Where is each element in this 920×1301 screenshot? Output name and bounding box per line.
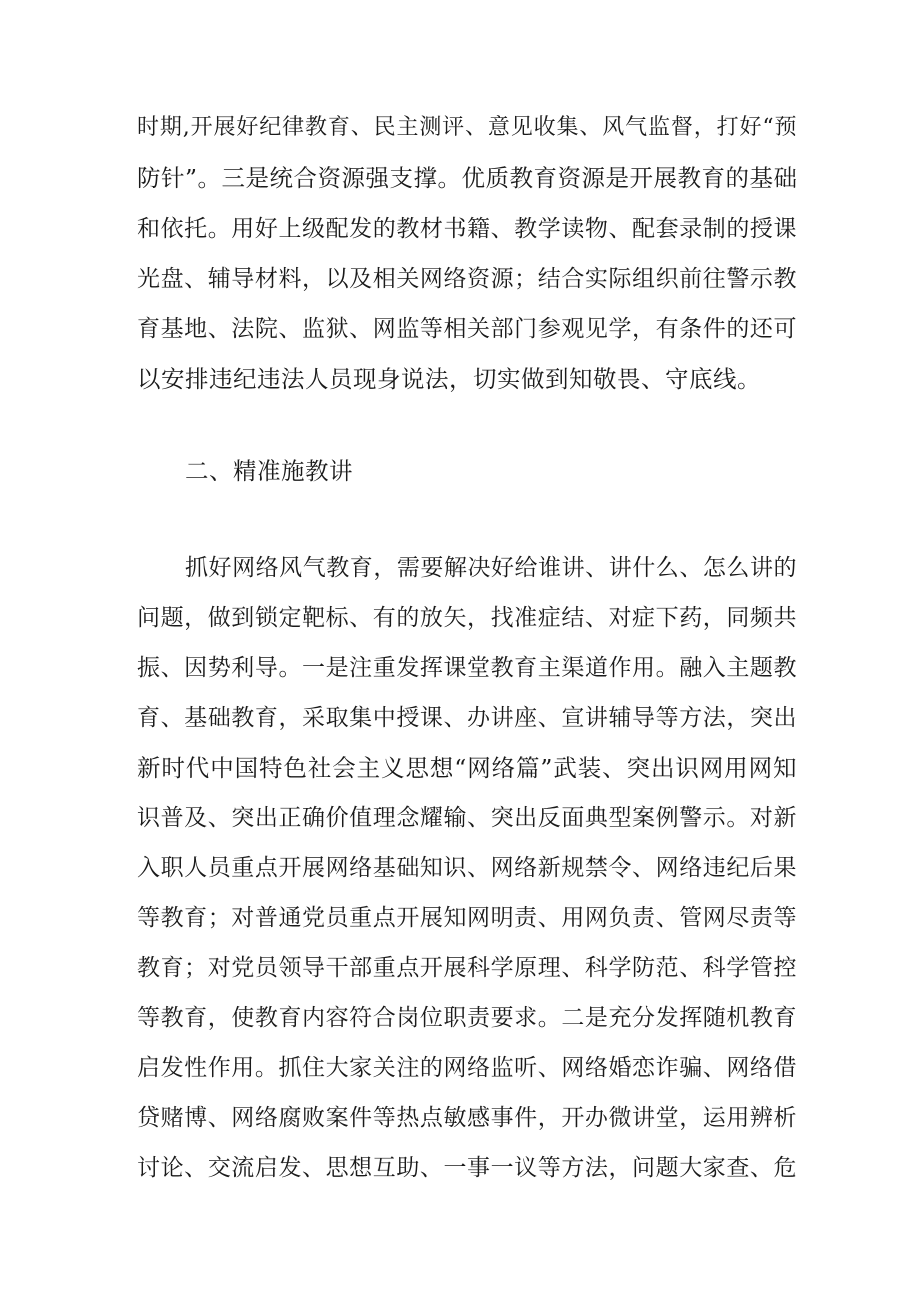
paragraph-line: 育基地、法院、监狱、网监等相关部门参观见学，有条件的还可 bbox=[137, 316, 797, 342]
paragraph-line: 等教育；对普通党员重点开展知网明责、用网负责、管网尽责等 bbox=[137, 905, 797, 931]
paragraph-line: 等教育，使教育内容符合岗位职责要求。二是充分发挥随机教育 bbox=[137, 1005, 797, 1031]
paragraph-line: 讨论、交流启发、思想互助、一事一议等方法，问题大家查、危 bbox=[137, 1155, 797, 1181]
paragraph-line: 抓好网络风气教育，需要解决好给谁讲、讲什么、怎么讲的 bbox=[185, 555, 797, 581]
paragraph-line: 防针”。三是统合资源强支撑。优质教育资源是开展教育的基础 bbox=[137, 164, 798, 192]
paragraph-line: 和依托。用好上级配发的教材书籍、教学读物、配套录制的授课 bbox=[137, 216, 797, 242]
paragraph-line: 振、因势利导。一是注重发挥课堂教育主渠道作用。融入主题教 bbox=[137, 655, 797, 681]
paragraph-line: 时期,开展好纪律教育、民主测评、意见收集、风气监督，打好“预 bbox=[137, 115, 797, 140]
section-heading: 二、精准施教讲 bbox=[185, 457, 353, 485]
paragraph-line: 识普及、突出正确价值理念耀输、突出反面典型案例警示。对新 bbox=[137, 805, 797, 831]
paragraph-line: 光盘、辅导材料，以及相关网络资源；结合实际组织前往警示教 bbox=[137, 266, 797, 292]
paragraph-line: 育、基础教育，采取集中授课、办讲座、宣讲辅导等方法，突出 bbox=[137, 705, 797, 731]
paragraph-line: 新时代中国特色社会主义思想“网络篇”武装、突出识网用网知 bbox=[137, 754, 797, 782]
paragraph-line: 入职人员重点开展网络基础知识、网络新规禁令、网络违纪后果 bbox=[137, 855, 797, 881]
paragraph-line: 问题，做到锁定靶标、有的放矢，找准症结、对症下药，同频共 bbox=[137, 605, 797, 631]
paragraph-line: 以安排违纪违法人员现身说法，切实做到知敬畏、守底线。 bbox=[137, 365, 761, 393]
paragraph-line: 启发性作用。抓住大家关注的网络监听、网络婚恋诈骗、网络借 bbox=[137, 1055, 797, 1081]
paragraph-line: 贷赌博、网络腐败案件等热点敏感事件，开办微讲堂，运用辨析 bbox=[137, 1105, 797, 1131]
paragraph-line: 教育；对党员领导干部重点开展科学原理、科学防范、科学管控 bbox=[137, 955, 797, 981]
